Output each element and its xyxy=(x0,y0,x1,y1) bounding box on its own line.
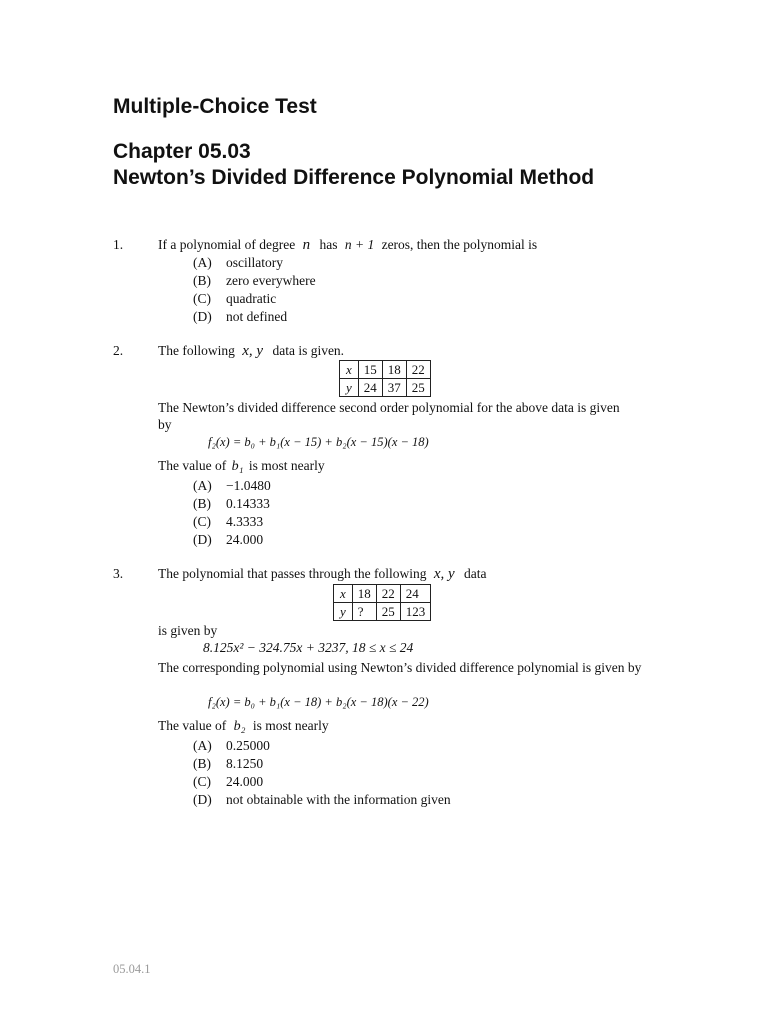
option-a[interactable]: (A) 0.25000 xyxy=(193,738,270,753)
chapter-number: Chapter 05.03 xyxy=(113,140,251,163)
question-1 xyxy=(113,237,673,337)
option-c[interactable]: (C) 24.000 xyxy=(193,774,264,789)
question-stem: The polynomial that passes through the following x, y data xyxy=(158,566,487,582)
table-cell: 123 xyxy=(400,603,431,621)
table-row xyxy=(334,585,431,603)
variables-xy: x, y xyxy=(433,566,455,582)
option-a[interactable]: (A) −1.0480 xyxy=(193,478,271,493)
question-number: 3. xyxy=(113,566,124,581)
table-cell: 18 xyxy=(382,361,406,379)
data-table xyxy=(339,360,431,397)
formula: f₂(x) = b₀ + b₁(x − 18) + b₂(x − 18)(x − 22) xyxy=(208,695,429,709)
polynomial: 8.125x² − 324.75x + 3237, 18 ≤ x ≤ 24 xyxy=(203,640,414,655)
table-cell: 22 xyxy=(406,361,430,379)
table-row xyxy=(340,361,431,379)
options-list xyxy=(193,737,451,809)
question-3 xyxy=(113,566,673,816)
option-a[interactable]: (A) oscillatory xyxy=(193,255,283,270)
question-stem: If a polynomial of degree n has n + 1 zeros, then the polynomial is xyxy=(158,237,538,253)
data-table xyxy=(333,584,431,621)
y-header: y xyxy=(340,379,359,397)
table-cell: 25 xyxy=(406,379,430,397)
variable-n: n xyxy=(302,237,311,253)
variable-b1: b₁ xyxy=(231,459,244,474)
options-list xyxy=(193,477,271,549)
question-number: 1. xyxy=(113,237,124,252)
table-cell: 22 xyxy=(376,585,400,603)
table-cell: 25 xyxy=(376,603,400,621)
x-header: x xyxy=(340,361,359,379)
variables-xy: x, y xyxy=(242,343,264,359)
option-d[interactable]: (D) 24.000 xyxy=(193,532,264,547)
formula: f₂(x) = b₀ + b₁(x − 15) + b₂(x − 15)(x − 18) xyxy=(208,435,429,449)
option-b[interactable]: (B) 8.1250 xyxy=(193,756,264,771)
page-title: Multiple-Choice Test xyxy=(113,95,317,118)
variable-b2: b₂ xyxy=(233,719,246,734)
question-number: 2. xyxy=(113,343,124,358)
table-cell: 18 xyxy=(352,585,376,603)
value-prompt: The value of b₁ is most nearly xyxy=(158,458,325,474)
y-header: y xyxy=(334,603,353,621)
option-d[interactable]: (D) not obtainable with the information given xyxy=(193,792,451,807)
option-d[interactable]: (D) not defined xyxy=(193,309,288,324)
table-cell: 24 xyxy=(358,379,382,397)
table-cell: 37 xyxy=(382,379,406,397)
table-row xyxy=(334,603,431,621)
page-number: 05.04.1 xyxy=(113,962,151,976)
option-c[interactable]: (C) 4.3333 xyxy=(193,514,264,529)
given-by-text: is given by xyxy=(158,623,218,638)
option-c[interactable]: (C) quadratic xyxy=(193,291,277,306)
instruction-text: The Newton’s divided difference second order polynomial for the above data is given xyxy=(158,400,620,415)
x-header: x xyxy=(334,585,353,603)
options-list xyxy=(193,254,316,326)
option-b[interactable]: (B) zero everywhere xyxy=(193,273,316,288)
table-cell: 24 xyxy=(400,585,431,603)
value-prompt: The value of b₂ is most nearly xyxy=(158,718,329,734)
instruction-text-cont: by xyxy=(158,417,172,432)
table-cell: ? xyxy=(352,603,376,621)
instruction-text: The corresponding polynomial using Newton’s divided difference polynomial is given by xyxy=(158,660,642,675)
chapter-title: Newton’s Divided Difference Polynomial Method xyxy=(113,166,595,189)
question-stem: The following x, y data is given. xyxy=(158,343,345,359)
expression: n + 1 xyxy=(344,237,375,252)
table-cell: 15 xyxy=(358,361,382,379)
question-2 xyxy=(113,343,673,553)
option-b[interactable]: (B) 0.14333 xyxy=(193,496,270,511)
table-row xyxy=(340,379,431,397)
